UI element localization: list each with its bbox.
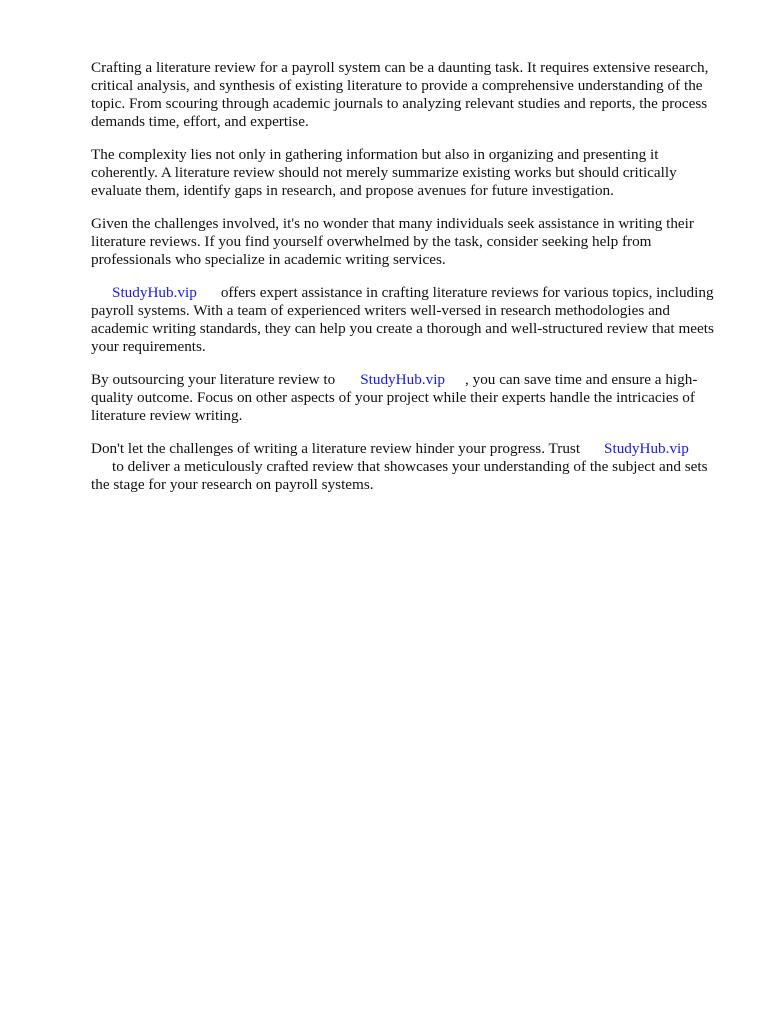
paragraph-offer <box>91 284 723 356</box>
paragraph-outsourcing <box>91 371 723 425</box>
paragraph-closing-before: Don't let the challenges of writing a literature review hinder your progress. Trust <box>91 440 581 457</box>
paragraph-offer-text: offers expert assistance in crafting literature reviews for various topics, including payroll systems. With a team of experienced writers well-versed in research methodologies and academic writing standards, they can help you create a thorough and well-structured review that meets your requirements. <box>91 284 714 355</box>
studyhub-link-1[interactable]: StudyHub.vip <box>112 284 197 301</box>
studyhub-link-3[interactable]: StudyHub.vip <box>604 440 689 457</box>
document-body <box>91 59 723 509</box>
paragraph-closing-after: to deliver a meticulously crafted review that showcases your understanding of the subject and sets the stage for your research on payroll systems. <box>91 458 708 493</box>
paragraph-closing <box>91 440 723 494</box>
studyhub-link-2[interactable]: StudyHub.vip <box>360 371 446 388</box>
paragraph-complexity: The complexity lies not only in gathering information but also in organizing and presenting it coherently. A literature review should not merely summarize existing works but should critically evaluate them, identify gaps in research, and propose avenues for future investigation. <box>91 146 677 199</box>
paragraph-outsourcing-before: By outsourcing your literature review to <box>91 371 336 388</box>
paragraph-challenges: Given the challenges involved, it's no wonder that many individuals seek assistance in writing their literature reviews. If you find yourself overwhelmed by the task, consider seeking help from professionals who specialize in academic writing services. <box>91 215 694 268</box>
paragraph-intro: Crafting a literature review for a payroll system can be a daunting task. It requires extensive research, critical analysis, and synthesis of existing literature to provide a comprehensive understanding of the topic. From scouring through academic journals to analyzing relevant studies and reports, the process demands time, effort, and expertise. <box>91 59 709 130</box>
paragraph-outsourcing-after: , you can save time and ensure a high-quality outcome. Focus on other aspects of your project while their experts handle the intricacies of literature review writing. <box>91 371 698 424</box>
